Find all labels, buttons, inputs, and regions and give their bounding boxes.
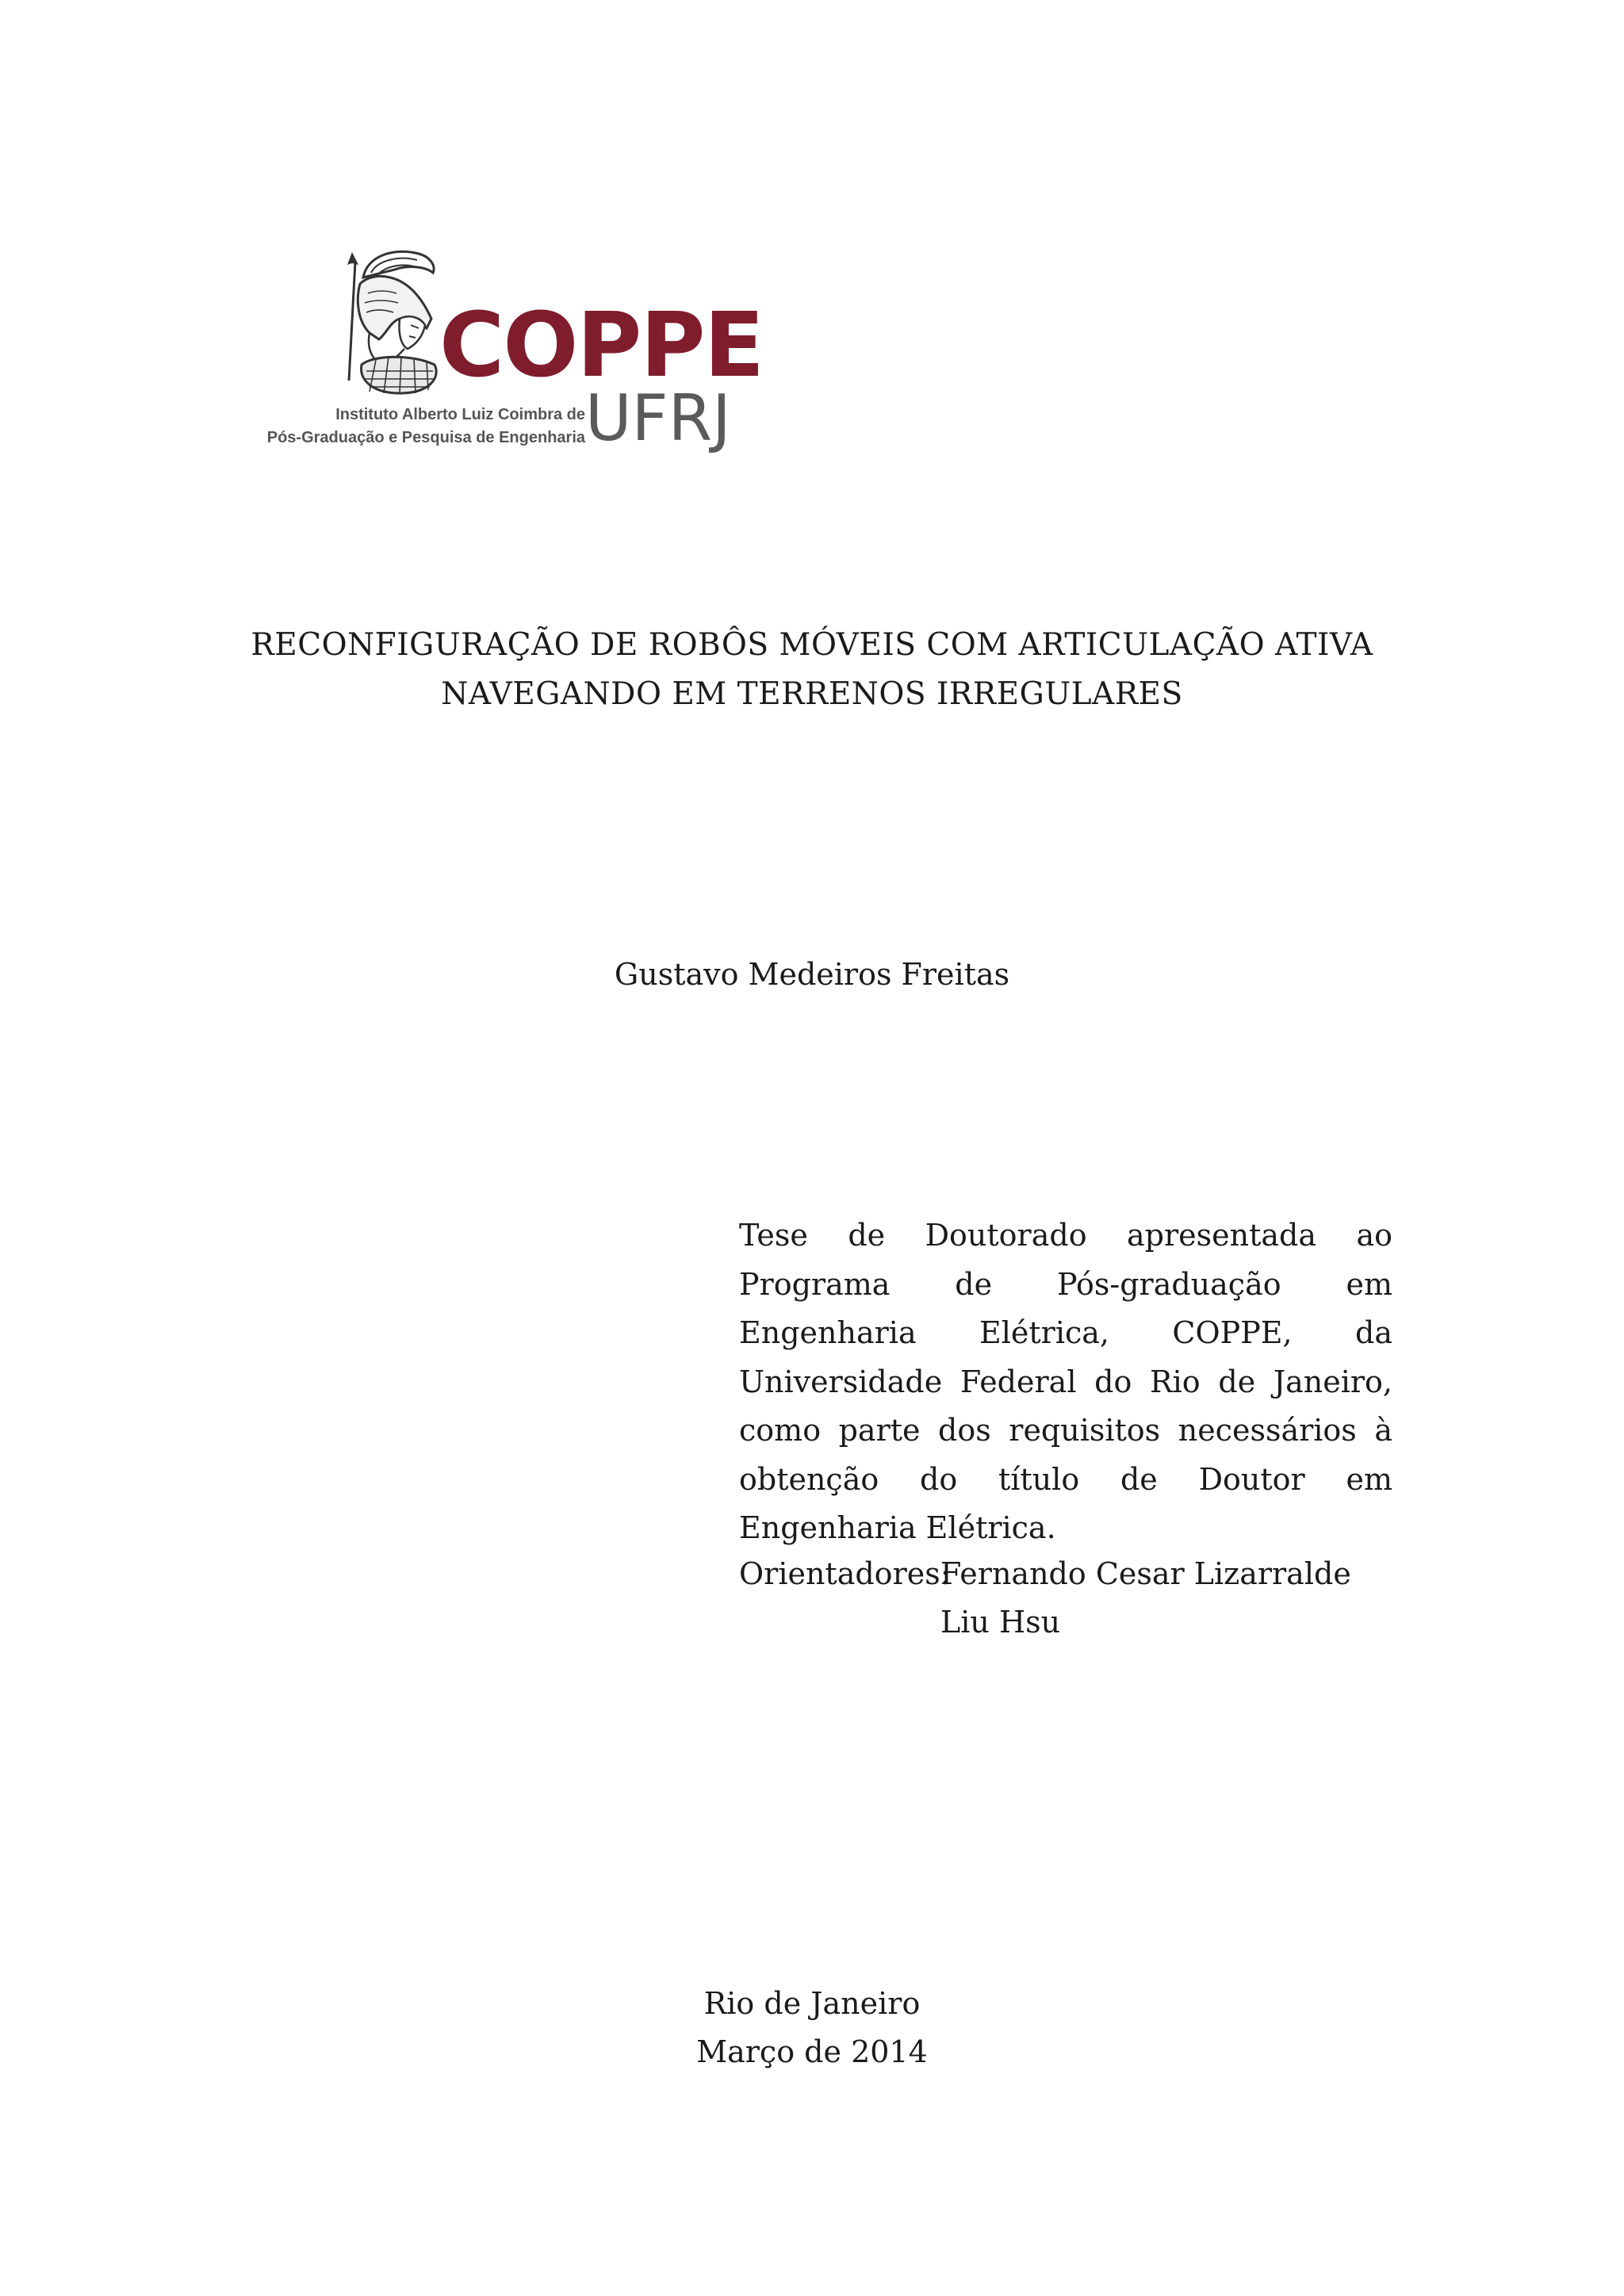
thesis-title-line2: NAVEGANDO EM TERRENOS IRREGULARES [441, 676, 1183, 712]
advisor-name: Fernando Cesar Lizarralde [940, 1556, 1351, 1591]
advisors-block [739, 1550, 1351, 1647]
author-name: Gustavo Medeiros Freitas [614, 957, 1010, 992]
institute-name-line2: Pós-Graduação e Pesquisa de Engenharia [266, 429, 585, 446]
thesis-note: Tese de Doutorado apresentada ao Programa de Pós-graduação em Engenharia Elétrica, COPPE, da Universidade Federal do Rio de Janeiro, como parte dos requisitos necessários à obtenção do título de Doutor em Engenharia Elétrica. [739, 1218, 1392, 1545]
coppe-wordmark: COPPE [439, 294, 764, 397]
minerva-helmet-icon [331, 246, 450, 396]
thesis-title-line1: RECONFIGURAÇÃO DE ROBÔS MÓVEIS COM ARTICULAÇÃO ATIVA [251, 627, 1373, 663]
thesis-title [159, 621, 1465, 719]
place: Rio de Janeiro [703, 1986, 921, 2021]
coppe-ufrj-logo [252, 246, 764, 455]
ufrj-wordmark: UFRJ [585, 381, 731, 455]
advisors-names [940, 1550, 1351, 1647]
institute-name-line1: Instituto Alberto Luiz Coimbra de [335, 406, 585, 423]
place-date-block [238, 1980, 1386, 2076]
advisors-label: Orientadores: [739, 1556, 951, 1591]
advisor-name: Liu Hsu [940, 1605, 1061, 1640]
date: Março de 2014 [696, 2034, 928, 2069]
